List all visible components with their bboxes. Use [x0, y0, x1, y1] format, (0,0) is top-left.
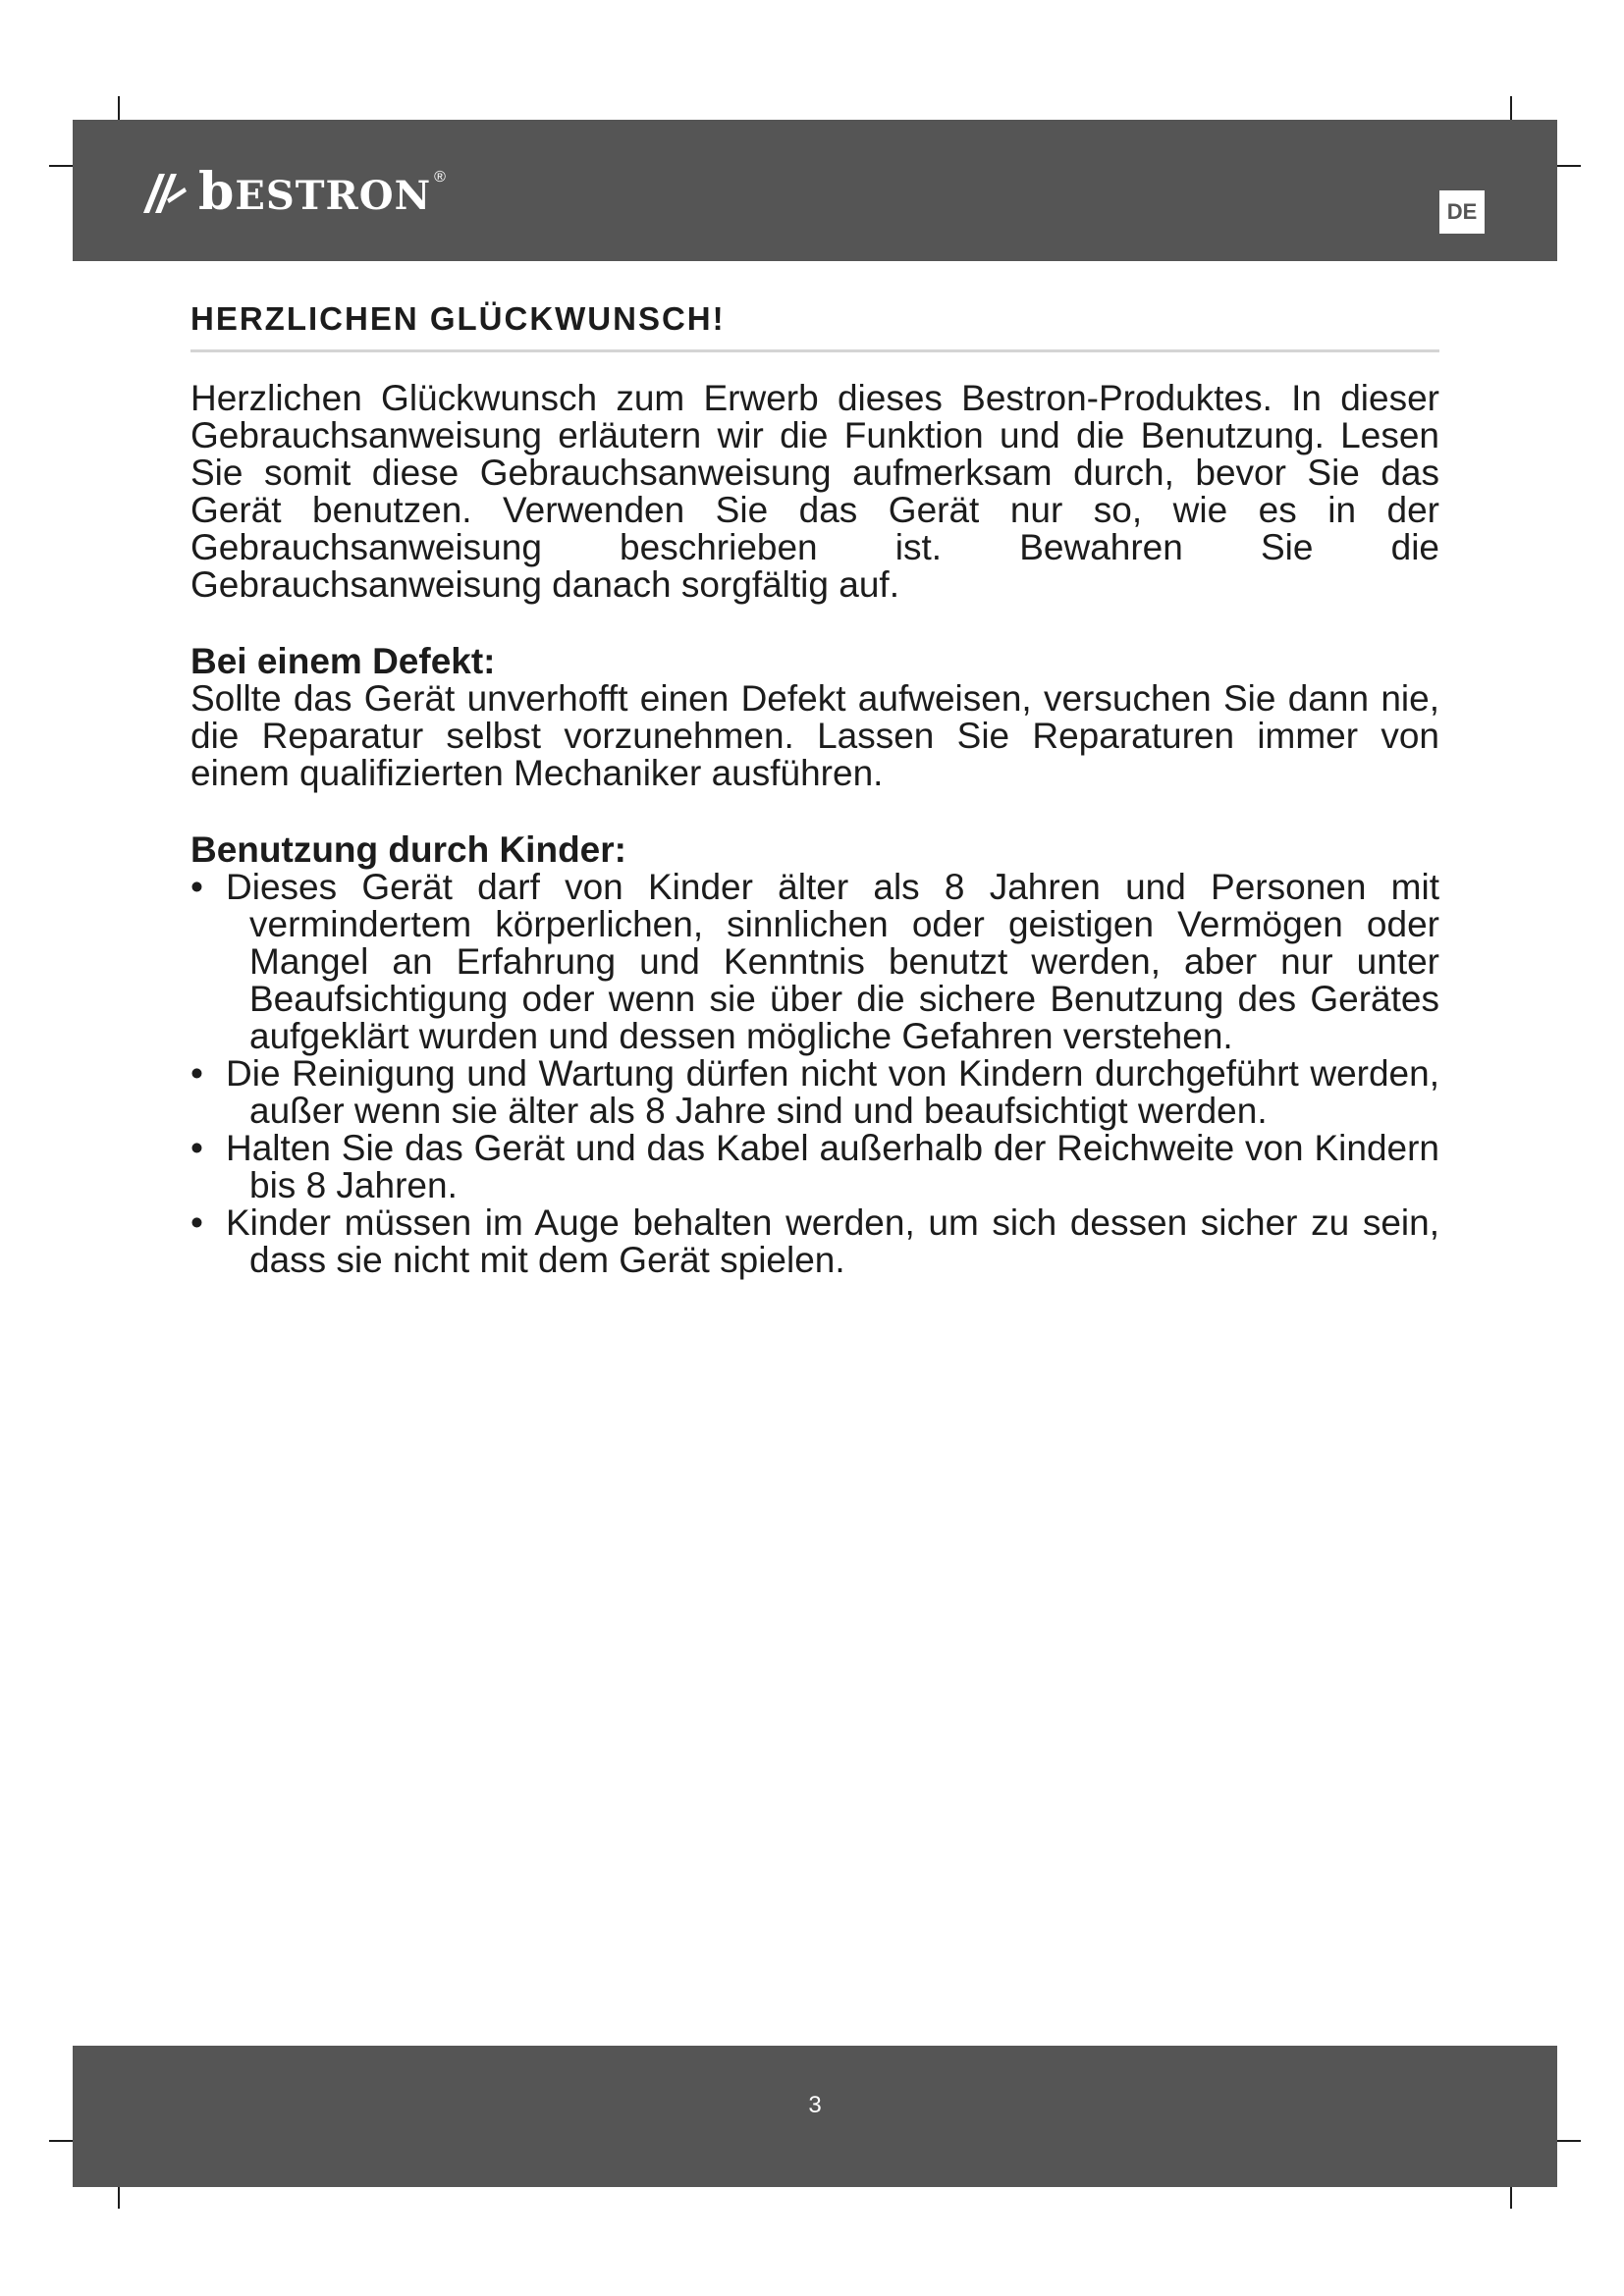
list-item: • Halten Sie das Gerät und das Kabel außerhalb der Reichweite von Kindern bis 8 Jahren. [190, 1127, 1439, 1205]
bullet-icon: • [190, 1127, 203, 1168]
brand-logo [141, 162, 446, 222]
list-item: • Kinder müssen im Auge behalten werden, um sich dessen sicher zu sein, dass sie nicht mit dem Gerät spielen. [190, 1201, 1439, 1280]
bullet-icon: • [190, 1052, 203, 1094]
language-badge: DE [1439, 190, 1485, 234]
page-number: 3 [808, 2092, 822, 2118]
header-band [73, 120, 1557, 261]
children-heading: Benutzung durch Kinder: [190, 828, 626, 870]
footer-band [73, 2046, 1557, 2187]
list-item: • Die Reinigung und Wartung dürfen nicht von Kindern durchgeführt werden, außer wenn sie älter als 8 Jahre sind und beaufsichtigt werden. [190, 1052, 1439, 1131]
list-item: • Dieses Gerät darf von Kinder älter als 8 Jahren und Personen mit vermindertem körperlichen, sinnlichen oder geistigen Vermögen oder Mangel an Erfahrung und Kenntnis benutzt werden, aber nur unter Beaufsichtigung oder wenn sie über die sichere Benutzung des Gerätes aufgeklärt wurden und dessen mögliche Gefahren verstehen. [190, 866, 1439, 1056]
intro-paragraph: Herzlichen Glückwunsch zum Erwerb dieses Bestron-Produktes. In dieser Gebrauchsanweisung erläutern wir die Funktion und die Benutzung. Lesen Sie somit diese Gebrauchsanweisung aufmerksam durch, bevor Sie das Gerät benutzen. Verwenden Sie das Gerät nur so, wie es in der Gebrauchsanweisung beschrieben ist. Bewahren Sie die Gebrauchsanweisung danach sorgfältig auf. [190, 377, 1439, 605]
page-title: HERZLICHEN GLÜCKWUNSCH! [190, 300, 1439, 352]
defect-paragraph: Sollte das Gerät unverhofft einen Defekt aufweisen, versuchen Sie dann nie, die Reparatur selbst vorzunehmen. Lassen Sie Reparaturen immer von einem qualifizierten Mechaniker ausführen. [190, 677, 1439, 793]
bullet-icon: • [190, 866, 203, 907]
registered-mark: ® [434, 169, 446, 186]
logo-chevrons-icon [141, 170, 190, 215]
bullet-icon: • [190, 1201, 203, 1243]
page-content [190, 300, 1439, 1279]
children-bullet-list [190, 866, 1439, 1280]
defect-heading: Bei einem Defekt: [190, 640, 496, 681]
brand-name: bESTRON [198, 162, 432, 222]
